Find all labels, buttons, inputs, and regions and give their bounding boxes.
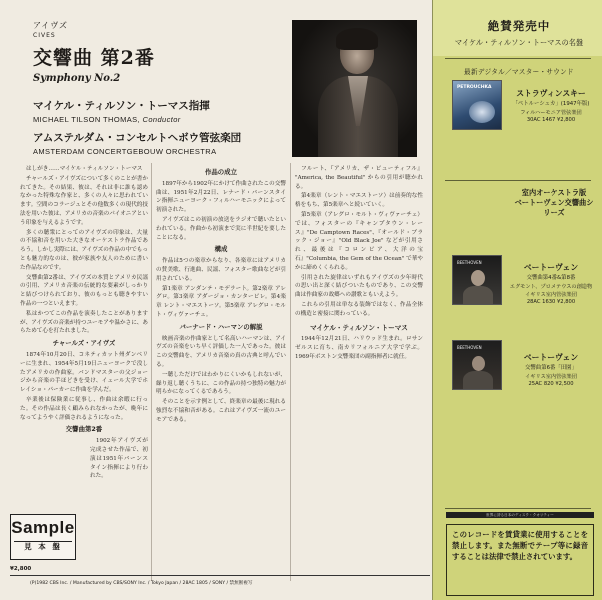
liner-paragraph: アイヴズはこの初演の放送をラジオで聴いたといわれている。作曲から初演まで実に半世紀を要したことになる。 bbox=[156, 216, 286, 241]
rental-notice: このレコードを賃貸業に使用することを禁止します。また無断でテープ等に録音することは法律で禁止されています。 bbox=[446, 524, 594, 596]
entry-code: 25AC 820 ¥2,500 bbox=[528, 381, 574, 387]
jacket-text: PETROUCHKA bbox=[457, 85, 492, 90]
section-heading: 構成 bbox=[214, 245, 228, 254]
obi-divider bbox=[445, 180, 591, 181]
entry-title: 「ペトルーシュカ」(1947年版) bbox=[512, 101, 590, 107]
column-divider bbox=[151, 163, 152, 581]
liner-paragraph: そのことを示す例として、終楽章の最後に現れる強烈な不協和音がある。これはアイヴズ一流のユーモアである。 bbox=[156, 399, 286, 423]
series-line-1: 室内オーケストラ版 bbox=[521, 188, 587, 197]
liner-paragraph: 第5楽章（アレグロ・モルト・ヴィヴァーチェ）では、フォスターの『キャンプタウン・レース』"De Camptown Races"、『オールド・ブラック・ジョー』"Old Black Joe" などが引用され、最後は『コロンビア、大洋の宝石』"Columbia, the Gem of the Ocean" で華やかに締めくくられる。 bbox=[295, 211, 423, 271]
copyright-footer: (P)1982 CBS Inc. / Manufactured by CBS/SONY Inc. / Tokyo Japan / 28AC 1805 / SONY / 禁無断複写 bbox=[30, 581, 253, 586]
series-line-2: ベートーヴェン交響曲シリーズ bbox=[514, 198, 594, 217]
entry-orchestra: フィルハーモニア管弦楽団 bbox=[520, 110, 582, 116]
obi-banner-title: 絶賛発売中 bbox=[487, 19, 551, 33]
conductor-jp: マイケル・ティルソン・トーマス指揮 bbox=[33, 100, 210, 112]
liner-paragraph: これらの引用は単なる装飾ではなく、作品全体の構造と密接に関わっている。 bbox=[295, 301, 423, 317]
liner-paragraph: フルート、『アメリカ、ザ・ビューティフル』 "America, the Beautiful" からの引用が聴かれる。 bbox=[295, 166, 423, 190]
text-column-1 bbox=[20, 165, 148, 482]
composer-jp: アイヴズ bbox=[33, 21, 69, 30]
album-jacket-petrouchka bbox=[452, 80, 502, 130]
entry-orchestra: イギリス室内管弦楽団 bbox=[525, 374, 577, 380]
orchestra-en: AMSTERDAM CONCERTGEBOUW ORCHESTRA bbox=[33, 147, 217, 156]
orchestra-jp: アムステルダム・コンセルトヘボウ管弦楽団 bbox=[33, 132, 242, 144]
work-title-en: Symphony No.2 bbox=[33, 73, 121, 84]
conductor-en bbox=[33, 115, 288, 124]
obi-banner-subtitle: マイケル・ティルソン・トーマスの名盤 bbox=[454, 38, 584, 47]
entry-composer: ベートーヴェン bbox=[523, 263, 579, 272]
composer-en: CIVES bbox=[33, 32, 56, 39]
liner-paragraph: はしがき……マイケル・ティルソン・トーマス bbox=[26, 166, 143, 172]
entry-title: 交響曲第6番「田園」 bbox=[525, 365, 577, 371]
title-block bbox=[33, 20, 288, 156]
entry-composer: ストラヴィンスキー bbox=[516, 89, 586, 98]
obi-divider bbox=[445, 508, 591, 509]
liner-paragraph: 1902年アイヴズが完成させた作品で、初演は1951年バーンスタイン指揮により行われた。 bbox=[90, 438, 148, 480]
liner-paragraph: 作品は5つの楽章からなり、各楽章にはアメリカの賛美歌、行進曲、民謡、フォスター歌曲などが引用されている。 bbox=[156, 258, 286, 282]
liner-paragraph: 卒業後は保険業に従事し、作曲は余暇に行った。その作品は長く顧みられなかったが、晩年になってようやく評価されるようになった。 bbox=[20, 396, 148, 421]
entry-composer: ベートーヴェン bbox=[523, 353, 579, 362]
liner-paragraph: 引用された旋律はいずれもアイヴズの少年時代の思い出と深く結びついたものであり、この交響曲は作曲家の故郷への讃歌ともいえよう。 bbox=[295, 274, 423, 299]
footer-rule bbox=[10, 575, 430, 576]
column-divider bbox=[290, 163, 291, 581]
obi-entry-stravinsky bbox=[506, 88, 596, 123]
quality-text: 世界に誇る日本のディスク・クオリティー bbox=[486, 513, 554, 517]
obi-divider bbox=[445, 58, 591, 59]
section-heading: チャールズ・アイヴズ bbox=[52, 339, 116, 348]
liner-paragraph: 1874年10月20日、コネティカット州ダンベリーに生まれ、1954年5月19日ニューヨークで没したアメリカの作曲家。バンドマスターの父ジョージから音楽の手ほどきを受け、イェール大学でホレイショ・パーカーに作曲を学んだ。 bbox=[20, 351, 148, 394]
album-jacket-beethoven-4-8 bbox=[452, 255, 502, 305]
liner-paragraph: 多くの聴衆にとってのアイヴズの印象は、大量の不協和音を用いた大きなオーケストラ作品であろう。しかし実際には、アイヴズの作品の中でもっとも魅力的なのは、彼が家族や友人のために書いた作品なのです。 bbox=[20, 229, 148, 271]
entry-orchestra: イギリス室内管弦楽団 bbox=[525, 292, 577, 298]
entry-title: 交響曲第4番&第8番 bbox=[526, 275, 576, 281]
album-jacket-beethoven-6 bbox=[452, 340, 502, 390]
section-heading: バーナード・ハーマンの解説 bbox=[179, 322, 263, 331]
jacket-text: BEETHOVEN bbox=[457, 345, 482, 350]
obi-digital-line: 最新デジタル／マスター・サウンド bbox=[464, 68, 574, 76]
signature-heading: マイケル・ティルソン・トーマス bbox=[310, 323, 408, 332]
quality-band bbox=[446, 512, 594, 518]
obi-series-heading bbox=[512, 188, 596, 218]
obi-entry-beethoven-6 bbox=[506, 352, 596, 387]
liner-paragraph: 1944年12月21日、ハリウッド生まれ。ロサンゼルスに育ち、南カリフォルニア大学で学ぶ。1969年ボストン交響楽団の副指揮者に就任。 bbox=[295, 336, 423, 360]
entry-code: 28AC 1630 ¥2,800 bbox=[526, 299, 576, 305]
sample-title: Sample bbox=[11, 518, 75, 537]
entry-subtitle: エグモント、プロメテウスの創造物 bbox=[509, 284, 593, 290]
obi-entry-beethoven-4-8 bbox=[506, 262, 596, 305]
liner-paragraph: 映画音楽の作曲家として名高いハーマンは、アイヴズの音楽をいち早く評価した一人であった。彼はこの交響曲を、アメリカ音楽の真の古典と呼んでいる。 bbox=[156, 335, 286, 368]
sample-stamp bbox=[10, 514, 76, 560]
liner-paragraph: 第4楽章（レント・マエストーソ）は前奏的な性格をもち、第5楽章へと続いていく。 bbox=[295, 193, 423, 209]
price-code: ¥2,800 bbox=[10, 566, 32, 572]
liner-paragraph: 一聴しただけではわかりにくいかもしれないが、繰り返し聴くうちに、この作品の持つ独特の魅力が明らかになってくるであろう。 bbox=[156, 371, 286, 396]
entry-code: 30AC 1467 ¥2,800 bbox=[526, 117, 576, 123]
text-column-2 bbox=[156, 165, 286, 426]
jacket-text: BEETHOVEN bbox=[457, 260, 482, 265]
liner-paragraph: チャールズ・アイヴズについて多くのことが書かれてきた。その結果、彼は、それは非に誰も認めなかった特殊な作家と、多くの人々に思われています。空間のコラージュとその他数多くの現代的技法を用いた彼は、アメリカの音楽のパイオニアという印象を与えるようです。 bbox=[20, 175, 148, 226]
liner-paragraph: 第1楽章 アンダンテ・モデラート。第2楽章 アレグロ。第3楽章 アダージョ・カンタービレ。第4楽章 レント・マエストーソ。第5楽章 アレグロ・モルト・ヴィヴァーチェ。 bbox=[156, 285, 286, 318]
conductor-role: Conductor bbox=[142, 115, 181, 124]
sample-subtitle: 見 本 盤 bbox=[24, 542, 62, 551]
liner-paragraph: 1897年から1902年にかけて作曲されたこの交響曲は、1951年2月22日、レナード・バーンスタイン指揮ニューヨーク・フィルハーモニックによって初演された。 bbox=[156, 180, 286, 214]
liner-paragraph: 私はかつてこの作品を演奏したことがありますが、アイヴズの音楽が持つユーモアや温かさに、あらためて心を打たれました。 bbox=[20, 310, 148, 335]
conductor-en-name: MICHAEL TILSON THOMAS, bbox=[33, 115, 141, 124]
section-heading: 交響曲第2番 bbox=[65, 425, 103, 434]
text-column-3 bbox=[295, 165, 423, 363]
liner-paragraph: 交響曲第2番は、アイヴズの本質とアメリカ民謡の引用、アメリカ音楽の伝統的な要素がしっかりと結びつけられており、彼のもっとも聴きやすい作品の一つといえます。 bbox=[20, 274, 148, 307]
section-heading: 作品の成立 bbox=[205, 168, 237, 176]
work-title-jp: 交響曲 第2番 bbox=[33, 47, 155, 69]
conductor-photo bbox=[292, 20, 417, 157]
